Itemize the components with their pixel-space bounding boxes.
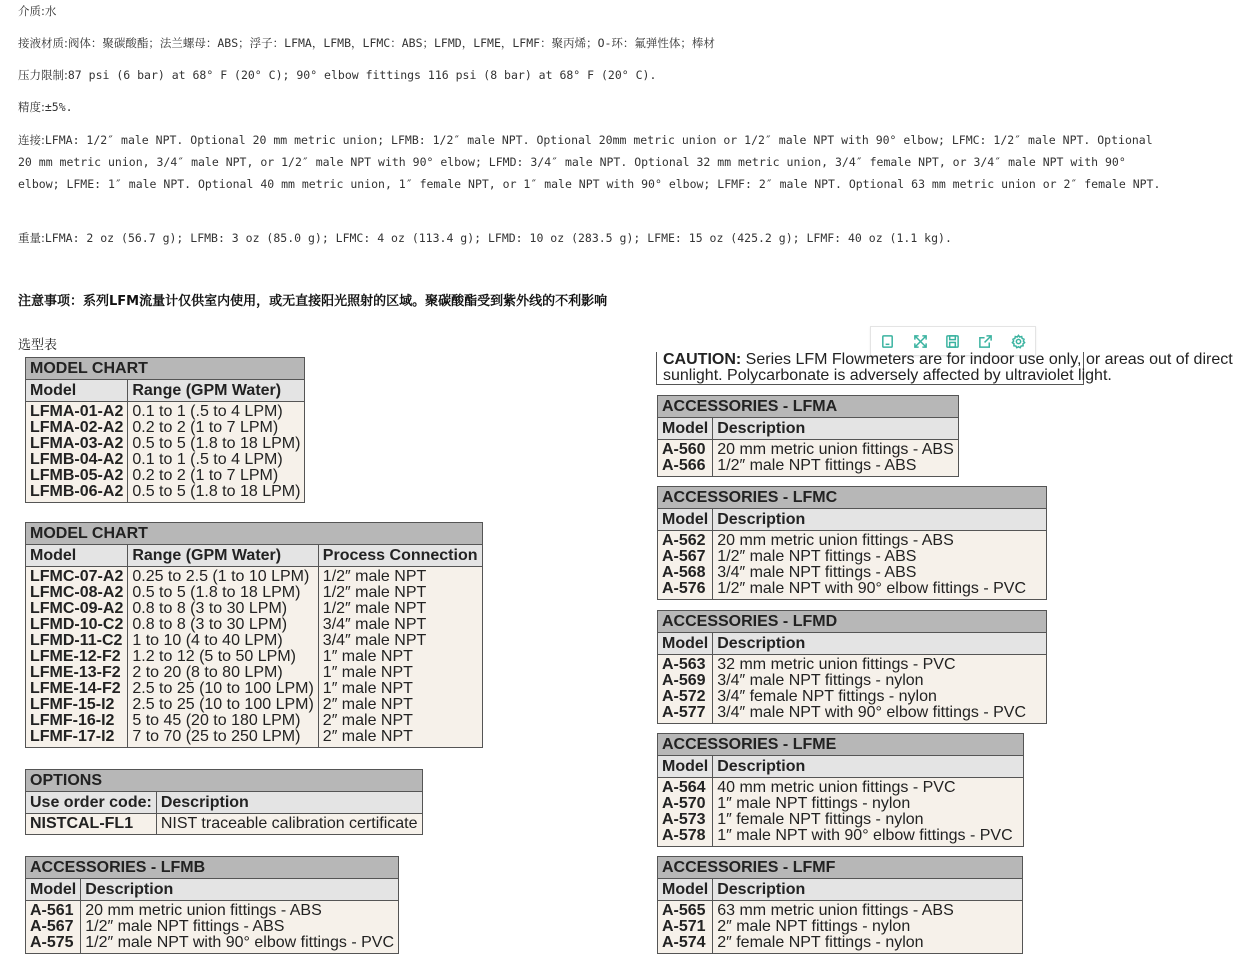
connection-value: 2″ male NPT xyxy=(322,712,413,729)
range-value: 0.1 to 1 (.5 to 4 LPM) xyxy=(132,403,283,420)
spec-accuracy xyxy=(18,96,1168,118)
model-column xyxy=(658,655,713,724)
connection-column xyxy=(318,567,482,748)
connection-value: 1/2″ male NPT xyxy=(322,600,427,617)
range-value: 0.2 to 2 (1 to 7 LPM) xyxy=(132,419,279,436)
model-chart-lfmc-lfmf xyxy=(25,522,483,748)
spec-value: ±5%. xyxy=(44,100,73,114)
spec-value: LFMA: 1/2″ male NPT. Optional 20 mm metric union; LFMB: 1/2″ male NPT. Optional 20mm metric union or 1/2″ male NPT with 90° elbow; LFMC: 1/2″ male NPT. Optional 20 mm metric union, 3/4″ male NPT, or 1/2″ male NPT with 90° elbow; LFMD: 3/4″ male NPT. Optional 32 mm metric union, 3/4″ female NPT, or 3/4″ male NPT with 90° elbow; LFME: 1″ male NPT. Optional 40 mm metric union, 1″ female NPT, or 1″ male NPT with 90° elbow; LFMF: 2″ male NPT. Optional 63 mm metric union or 2″ female NPT. xyxy=(18,133,1161,191)
model-code: LFMB-05-A2 xyxy=(30,467,124,484)
column-header-model: Model xyxy=(658,633,713,655)
accessory-description: 1/2″ male NPT fittings - ABS xyxy=(717,457,917,474)
model-code: LFMC-09-A2 xyxy=(30,600,124,617)
connection-value: 2″ male NPT xyxy=(322,696,413,713)
model-column xyxy=(658,440,713,477)
accessory-description: 63 mm metric union fittings - ABS xyxy=(717,902,954,919)
model-column xyxy=(26,402,128,503)
description-column xyxy=(713,901,1023,954)
column-header-description: Description xyxy=(713,756,1023,778)
table-title: ACCESSORIES - LFMC xyxy=(658,487,1047,509)
accessory-code: A-577 xyxy=(662,704,706,721)
table-title: MODEL CHART xyxy=(26,358,305,380)
spec-value: 87 psi (6 bar) at 68° F (20° C); 90° elbow fittings 116 psi (8 bar) at 68° F (20° C). xyxy=(67,68,657,82)
accessories-lfmd-clip xyxy=(657,610,1034,725)
accessories-lfmc-clip xyxy=(657,486,1034,606)
spec-label: 压力限制: xyxy=(18,68,68,82)
table-title: ACCESSORIES - LFMD xyxy=(658,611,1047,633)
range-value: 0.5 to 5 (1.8 to 18 LPM) xyxy=(132,483,301,500)
table-title: OPTIONS xyxy=(26,770,423,792)
warning-note: 注意事项：系列LFM流量计仅供室内使用，或无直接阳光照射的区域。聚碳酸酯受到紫外线的不利影响 xyxy=(18,294,608,309)
accessories-lfme-table xyxy=(657,733,1024,847)
column-header-description: Description xyxy=(713,633,1047,655)
table-title: ACCESSORIES - LFMB xyxy=(26,857,399,879)
column-header-description: Description xyxy=(713,418,959,440)
accessories-lfma-table xyxy=(657,395,959,477)
spec-connections xyxy=(18,129,1168,195)
accessory-description: 1/2″ male NPT with 90° elbow fittings - PVC xyxy=(85,934,394,951)
connection-value: 1″ male NPT xyxy=(322,680,413,697)
caution-line-2: sunlight. Polycarbonate is adversely affected by ultraviolet light. xyxy=(663,367,1112,384)
accessory-code: A-567 xyxy=(30,918,74,935)
order-code: NISTCAL-FL1 xyxy=(26,814,157,835)
accessory-code: A-569 xyxy=(662,672,706,689)
options-table xyxy=(25,769,423,835)
description-column xyxy=(713,531,1047,600)
accessory-description: 20 mm metric union fittings - ABS xyxy=(85,902,322,919)
connection-value: 1″ male NPT xyxy=(322,664,413,681)
accessory-description: 20 mm metric union fittings - ABS xyxy=(717,441,954,458)
model-code: LFMF-15-I2 xyxy=(30,696,115,713)
accessory-description: 1″ female NPT fittings - nylon xyxy=(717,811,924,828)
range-value: 0.25 to 2.5 (1 to 10 LPM) xyxy=(132,568,310,585)
model-code: LFME-13-F2 xyxy=(30,664,121,681)
accessories-lfmf-table xyxy=(657,856,1023,954)
spec-wetted-materials xyxy=(18,32,1168,54)
range-value: 0.2 to 2 (1 to 7 LPM) xyxy=(132,467,279,484)
accessory-description: 2″ male NPT fittings - nylon xyxy=(717,918,911,935)
accessory-code: A-575 xyxy=(30,934,74,951)
column-header-model: Model xyxy=(658,756,713,778)
column-header-description: Description xyxy=(713,509,1047,531)
accessory-code: A-560 xyxy=(662,441,706,458)
accessories-lfmb-table xyxy=(25,856,399,954)
accessories-lfmd-table xyxy=(657,610,1047,724)
connection-value: 1/2″ male NPT xyxy=(322,584,427,601)
table-title: ACCESSORIES - LFME xyxy=(658,734,1024,756)
column-header-model: Model xyxy=(658,418,713,440)
model-column xyxy=(658,901,713,954)
accessory-description: 1/2″ male NPT fittings - ABS xyxy=(717,548,917,565)
model-code: LFMA-01-A2 xyxy=(30,403,124,420)
description-column xyxy=(713,778,1023,847)
range-value: 0.8 to 8 (3 to 30 LPM) xyxy=(132,616,288,633)
accessory-code: A-563 xyxy=(662,656,706,673)
accessory-description: 3/4″ male NPT fittings - ABS xyxy=(717,564,917,581)
caution-line-1: Series LFM Flowmeters are for indoor use only, or areas out of direct xyxy=(741,351,1233,368)
model-chart-lfma-lfmb xyxy=(25,357,305,503)
accessory-description: 3/4″ male NPT with 90° elbow fittings - PVC xyxy=(717,704,1026,721)
range-value: 1.2 to 12 (5 to 50 LPM) xyxy=(132,648,296,665)
range-value: 0.8 to 8 (3 to 30 LPM) xyxy=(132,600,288,617)
model-code: LFMA-02-A2 xyxy=(30,419,124,436)
accessory-code: A-574 xyxy=(662,934,706,951)
accessory-description: 1″ male NPT with 90° elbow fittings - PVC xyxy=(717,827,1013,844)
column-header-model: Model xyxy=(26,380,128,402)
spec-label: 重量: xyxy=(18,231,45,245)
accessory-description: 2″ female NPT fittings - nylon xyxy=(717,934,924,951)
connection-value: 3/4″ male NPT xyxy=(322,616,427,633)
accessory-description: 40 mm metric union fittings - PVC xyxy=(717,779,956,796)
accessory-description: 3/4″ male NPT fittings - nylon xyxy=(717,672,924,689)
range-column xyxy=(128,402,305,503)
connection-value: 1″ male NPT xyxy=(322,648,413,665)
accessory-code: A-562 xyxy=(662,532,706,549)
model-column xyxy=(26,567,128,748)
spec-label: 接液材质: xyxy=(18,36,68,50)
column-header-model: Model xyxy=(26,879,81,901)
spec-label: 连接: xyxy=(18,133,45,147)
model-column xyxy=(26,901,81,954)
range-value: 2 to 20 (8 to 80 LPM) xyxy=(132,664,283,681)
range-value: 1 to 10 (4 to 40 LPM) xyxy=(132,632,283,649)
model-code: LFMD-11-C2 xyxy=(30,632,123,649)
accessory-code: A-565 xyxy=(662,902,706,919)
model-code: LFMC-07-A2 xyxy=(30,568,124,585)
accessory-description: 3/4″ female NPT fittings - nylon xyxy=(717,688,937,705)
column-header-description: Description xyxy=(81,879,399,901)
model-column xyxy=(658,778,713,847)
accessory-description: 1/2″ male NPT fittings - ABS xyxy=(85,918,285,935)
accessory-code: A-570 xyxy=(662,795,706,812)
model-code: LFME-12-F2 xyxy=(30,648,121,665)
spec-medium xyxy=(18,0,1168,22)
column-header-range: Range (GPM Water) xyxy=(128,545,318,567)
model-code: LFMA-03-A2 xyxy=(30,435,124,452)
column-header-connection: Process Connection xyxy=(318,545,482,567)
column-header-model: Model xyxy=(658,509,713,531)
spec-label: 精度: xyxy=(18,100,45,114)
range-value: 7 to 70 (25 to 250 LPM) xyxy=(132,728,301,745)
accessory-code: A-567 xyxy=(662,548,706,565)
column-header-range: Range (GPM Water) xyxy=(128,380,305,402)
caution-label: CAUTION: xyxy=(663,351,742,368)
range-value: 2.5 to 25 (10 to 100 LPM) xyxy=(132,680,314,697)
column-header-model: Model xyxy=(658,879,713,901)
column-header-order-code: Use order code: xyxy=(26,792,157,814)
table-title: ACCESSORIES - LFMF xyxy=(658,857,1023,879)
accessory-description: 32 mm metric union fittings - PVC xyxy=(717,656,956,673)
accessory-code: A-576 xyxy=(662,580,706,597)
connection-value: 3/4″ male NPT xyxy=(322,632,427,649)
accessory-code: A-573 xyxy=(662,811,706,828)
model-code: LFME-14-F2 xyxy=(30,680,121,697)
accessories-lfmc-table xyxy=(657,486,1047,600)
model-code: LFMF-16-I2 xyxy=(30,712,115,729)
spec-value: 水 xyxy=(44,4,57,18)
model-code: LFMD-10-C2 xyxy=(30,616,124,633)
column-header-model: Model xyxy=(26,545,128,567)
caution-box xyxy=(656,351,1233,386)
accessory-code: A-572 xyxy=(662,688,706,705)
accessory-code: A-564 xyxy=(662,779,706,796)
model-code: LFMC-08-A2 xyxy=(30,584,124,601)
range-column xyxy=(128,567,318,748)
accessory-description: 20 mm metric union fittings - ABS xyxy=(717,532,954,549)
accessory-code: A-578 xyxy=(662,827,706,844)
connection-value: 2″ male NPT xyxy=(322,728,413,745)
model-code: LFMB-06-A2 xyxy=(30,483,124,500)
range-value: 2.5 to 25 (10 to 100 LPM) xyxy=(132,696,314,713)
accessory-description: 1/2″ male NPT with 90° elbow fittings - PVC xyxy=(717,580,1026,597)
range-value: 0.5 to 5 (1.8 to 18 LPM) xyxy=(132,584,301,601)
spec-value: LFMA: 2 oz (56.7 g); LFMB: 3 oz (85.0 g); LFMC: 4 oz (113.4 g); LFMD: 10 oz (283.5 g); LFME: 15 oz (425.2 g); LFMF: 40 oz (1.1 kg). xyxy=(44,231,952,245)
range-value: 5 to 45 (20 to 180 LPM) xyxy=(132,712,301,729)
spec-value: 阀体：聚碳酸酯；法兰螺母：ABS；浮子：LFMA，LFMB，LFMC：ABS；LFMD，LFME，LFMF：聚丙烯；O-环：氟弹性体；棒材 xyxy=(67,36,715,50)
range-value: 0.5 to 5 (1.8 to 18 LPM) xyxy=(132,435,301,452)
accessory-code: A-566 xyxy=(662,457,706,474)
connection-value: 1/2″ male NPT xyxy=(322,568,427,585)
accessory-description: 1″ male NPT fittings - nylon xyxy=(717,795,911,812)
description-column xyxy=(81,901,399,954)
spec-weight xyxy=(18,227,1168,249)
accessory-code: A-571 xyxy=(662,918,706,935)
accessory-code: A-561 xyxy=(30,902,74,919)
model-code: LFMF-17-I2 xyxy=(30,728,115,745)
description-column xyxy=(713,440,959,477)
range-value: 0.1 to 1 (.5 to 4 LPM) xyxy=(132,451,283,468)
column-header-description: Description xyxy=(156,792,422,814)
selection-chart-title: 选型表 xyxy=(18,338,58,353)
column-header-description: Description xyxy=(713,879,1023,901)
accessory-code: A-568 xyxy=(662,564,706,581)
model-column xyxy=(658,531,713,600)
description-column xyxy=(713,655,1047,724)
table-title: MODEL CHART xyxy=(26,523,483,545)
table-title: ACCESSORIES - LFMA xyxy=(658,396,959,418)
option-description: NIST traceable calibration certificate xyxy=(156,814,422,835)
spec-pressure-limit xyxy=(18,64,1168,86)
spec-label: 介质: xyxy=(18,4,45,18)
model-code: LFMB-04-A2 xyxy=(30,451,124,468)
